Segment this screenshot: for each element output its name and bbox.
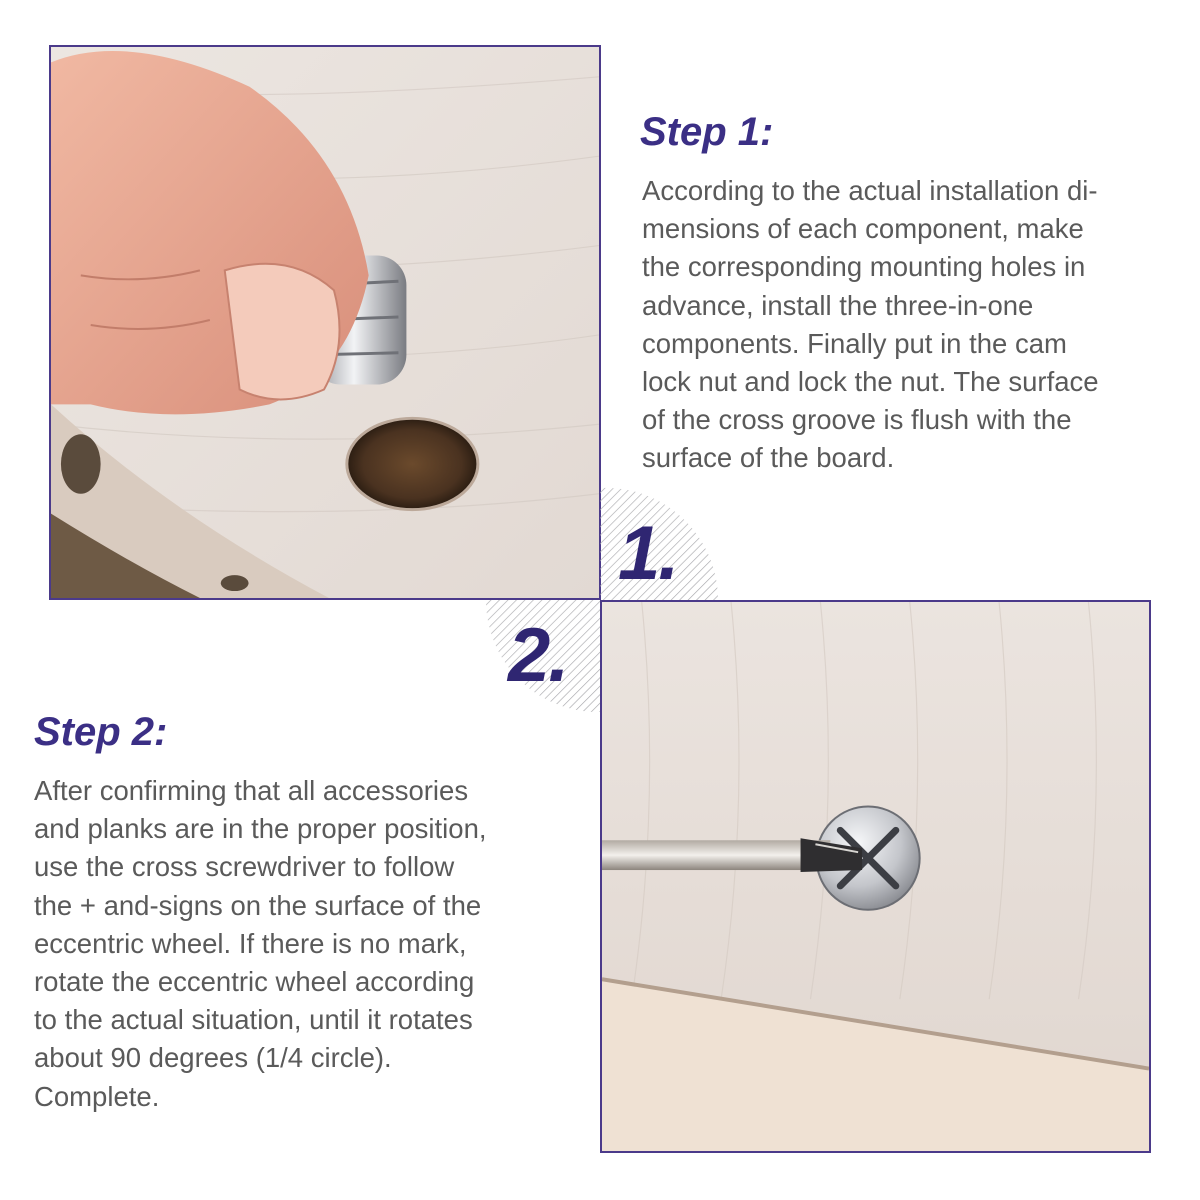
step2-number: 2. bbox=[508, 613, 568, 698]
step1-number: 1. bbox=[618, 511, 678, 596]
step2-description: After confirming that all accessories and planks are in the proper position, use the cross screwdriver to follow the + and-signs on the surface of the eccentric wheel. If there is no mark, rotate the eccentric wheel according to the actual situation, until it rotates about 90 degrees (1/4 circle). Complete. bbox=[34, 775, 487, 1112]
step1-description: According to the actual installation di- mensions of each component, make the corresponding mounting holes in advance, install the three-in-one components. Finally put in the cam lock nut and lock the nut. The surface of the cross groove is flush with the surface of the board. bbox=[642, 175, 1099, 474]
step1-photo bbox=[49, 45, 601, 600]
step1-title: Step 1: bbox=[640, 110, 774, 154]
step2-title: Step 2: bbox=[34, 710, 168, 754]
step2-photo bbox=[600, 600, 1151, 1153]
